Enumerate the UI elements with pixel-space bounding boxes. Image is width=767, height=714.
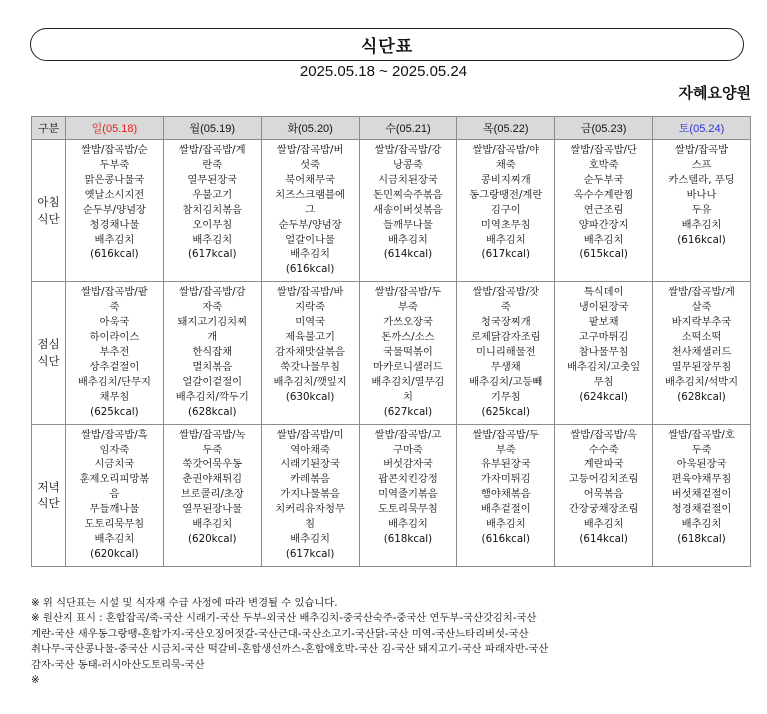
menu-item: 하이라이스	[89, 331, 140, 344]
menu-item: 침	[305, 518, 316, 531]
menu-item: 유부된장국	[480, 458, 531, 471]
menu-item: 부죽	[495, 443, 516, 456]
meal-label-lunch	[32, 282, 66, 424]
menu-item: 채무침	[99, 390, 130, 403]
menu-item: 동그랑땡전/계란	[469, 188, 543, 201]
page-title: 식단표	[360, 37, 414, 57]
menu-item: 쌀밥/잡곡밥/바	[276, 286, 344, 299]
menu-item: 낭콩죽	[393, 158, 423, 171]
menu-item: (617kcal)	[188, 248, 237, 261]
meal-label-line: 식단	[37, 353, 60, 368]
menu-item: (628kcal)	[188, 405, 237, 418]
menu-item: 제육불고기	[285, 331, 335, 344]
menu-item: 청경채겉절이	[671, 503, 732, 516]
meal-body	[32, 140, 751, 567]
menu-item: 가쓰오장국	[383, 316, 433, 329]
menu-item: 시래기된장국	[280, 458, 340, 471]
menu-item: 열무된장나물	[182, 503, 243, 516]
notes	[31, 596, 751, 689]
menu-item: 배추김치	[583, 518, 624, 531]
menu-cell-dinner-wed	[359, 424, 457, 566]
menu-item: 바나나	[686, 188, 717, 201]
menu-item: 배추김치	[388, 518, 428, 531]
menu-item: 쌀밥/잡곡밥/옥	[570, 428, 637, 441]
menu-item: (616kcal)	[90, 248, 139, 261]
menu-item: 배추김치	[681, 218, 722, 231]
menu-item: 음	[109, 488, 120, 501]
menu-item: 배추김치/단무지	[77, 375, 151, 388]
menu-cell-lunch-fri	[555, 282, 653, 424]
menu-item: 참치김치볶음	[182, 203, 243, 216]
menu-item: 도토리묵무침	[84, 518, 145, 531]
menu-item: 배추김치/석박지	[664, 375, 739, 388]
menu-item: 무생채	[490, 360, 521, 373]
menu-item: 배추김치/고등빼	[469, 375, 543, 388]
menu-item: (625kcal)	[90, 405, 139, 418]
menu-item: 배추김치	[290, 533, 330, 546]
menu-item: 소떡소떡	[681, 331, 722, 344]
menu-item: 한식잡채	[192, 345, 233, 358]
menu-item: (618kcal)	[383, 533, 433, 546]
note-line: 감자-국산 동태-러시아산도토리묵-국산	[31, 658, 205, 671]
header-day-tue: 화(05.20)	[261, 117, 359, 140]
menu-item: 냉이된장국	[578, 301, 629, 314]
menu-item: 섯죽	[300, 158, 321, 171]
menu-item: 카스텔라, 푸딩	[668, 173, 735, 186]
menu-cell-breakfast-thu	[457, 140, 555, 282]
menu-item: 쌀밥/잡곡밥/호	[668, 428, 735, 441]
menu-item: 쌀밥/잡곡밥/잣	[472, 286, 540, 299]
facility-name: 자혜요양원	[678, 84, 751, 102]
menu-item: 마카로니샐러드	[373, 360, 443, 373]
menu-item: 호박죽	[588, 158, 619, 171]
menu-item: (625kcal)	[481, 405, 531, 418]
menu-item: 기무침	[490, 390, 521, 403]
menu-item: 배추겉절이	[480, 503, 531, 516]
menu-item: 들깨무나물	[383, 218, 433, 231]
menu-item: 그	[305, 203, 316, 216]
menu-item: 옥수수계란찜	[573, 188, 634, 201]
menu-item: (620kcal)	[188, 533, 237, 546]
menu-item: 고구마튀김	[578, 331, 629, 344]
menu-item: 배추김치/고춧잎	[567, 360, 641, 373]
menu-item: 쌀밥/잡곡밥	[674, 144, 729, 156]
note-line: ※ 원산지 표시 : 혼합잡곡/죽-국산 시래기-국산 두부-외국산 배추김치-중국산숙주-중국산 연두부-국산갓김치-국산	[31, 612, 537, 625]
menu-cell-lunch-tue	[261, 282, 359, 424]
menu-item: 배추김치	[192, 233, 233, 246]
menu-item: (620kcal)	[90, 547, 139, 560]
menu-item: 천사채샐러드	[671, 345, 732, 358]
menu-item: 란죽	[202, 158, 223, 171]
menu-item: 참나물무침	[578, 345, 629, 358]
header-day-thu: 목(05.22)	[457, 117, 555, 140]
header-day-sat: 토(05.24)	[653, 117, 751, 140]
menu-item: 쌀밥/잡곡밥/팥	[81, 286, 148, 299]
menu-item: (615kcal)	[579, 248, 628, 261]
meal-row-lunch	[32, 282, 751, 424]
menu-item: 배추김치	[192, 518, 233, 531]
menu-item: 구마죽	[393, 443, 423, 456]
menu-item: 시금치된장국	[378, 173, 438, 186]
menu-item: 카레볶음	[290, 473, 330, 486]
menu-item: 쌀밥/잡곡밥/계	[178, 144, 246, 156]
menu-item: 쌀밥/잡곡밥/두	[472, 428, 540, 441]
meal-label-line: 식단	[37, 211, 60, 226]
menu-item: 쌀밥/잡곡밥/강	[374, 144, 442, 156]
menu-item: (618kcal)	[677, 533, 726, 546]
menu-item: 부추전	[99, 345, 130, 358]
menu-item: 살죽	[691, 301, 712, 314]
menu-item: 무침	[593, 375, 614, 388]
menu-item: 배추김치/깻잎지	[273, 375, 347, 388]
menu-item: (617kcal)	[481, 248, 531, 261]
menu-cell-breakfast-tue	[261, 140, 359, 282]
note-line: ※ 위 식단표는 시설 및 식자재 수급 사정에 따라 변경될 수 있습니다.	[31, 597, 338, 609]
menu-item: 우불고기	[192, 188, 233, 201]
menu-item: 멸치볶음	[192, 360, 233, 373]
menu-item: (617kcal)	[285, 547, 335, 560]
menu-cell-dinner-sat	[653, 424, 751, 566]
menu-cell-breakfast-sat	[653, 140, 751, 282]
menu-item: 훈제오리피망볶	[79, 473, 150, 486]
meal-table	[31, 116, 751, 567]
menu-item: 바지락부추국	[671, 316, 732, 329]
note-line: 계란-국산 새우동그랑땡-혼합가지-국산오징어젓갈-국산근대-국산소고기-국산닭-국산 미역-국산느타리버섯-국산	[31, 627, 529, 640]
menu-item: 국물떡볶이	[383, 345, 433, 358]
menu-item: (627kcal)	[383, 405, 433, 418]
menu-item: 쌀밥/잡곡밥/단	[570, 144, 637, 156]
header-category: 구분	[32, 117, 66, 140]
menu-item: 버섯채겉절이	[671, 488, 732, 501]
menu-item: 쌀밥/잡곡밥/고	[374, 428, 442, 441]
menu-item: (628kcal)	[677, 390, 726, 403]
meal-label-line: 아침	[37, 194, 60, 209]
menu-item: 간장궁채장조림	[568, 503, 639, 516]
menu-item: 어묵볶음	[583, 488, 624, 501]
menu-item: 배추김치	[388, 233, 428, 246]
menu-cell-lunch-wed	[359, 282, 457, 424]
menu-item: 두죽	[691, 443, 712, 456]
menu-cell-breakfast-mon	[163, 140, 261, 282]
menu-item: 특식데이	[583, 286, 624, 299]
menu-item: 쌀밥/잡곡밥/게	[668, 286, 735, 299]
menu-item: 얼갈이나물	[285, 233, 335, 246]
menu-item: (616kcal)	[285, 263, 335, 276]
menu-item: 브로콜리/초장	[180, 488, 244, 501]
meal-label-line: 저녁	[37, 479, 60, 494]
menu-item: 돼지고기김치찌	[177, 316, 248, 329]
menu-item: 역아채죽	[290, 443, 330, 456]
menu-item: 열무된장국	[187, 173, 238, 186]
menu-item: 도토리묵무침	[378, 503, 438, 516]
date-range: 2025.05.18 ~ 2025.05.24	[299, 63, 468, 80]
menu-cell-breakfast-wed	[359, 140, 457, 282]
menu-item: (624kcal)	[579, 390, 628, 403]
menu-item: (614kcal)	[579, 533, 628, 546]
menu-item: 배추김치/열무김	[371, 375, 445, 388]
menu-item: 쑥갓나물무침	[280, 360, 340, 373]
menu-item: 돈민찌숙주볶음	[373, 188, 443, 201]
menu-item: 쑥갓어묵우동	[182, 458, 243, 471]
menu-item: 팝콘치킨강정	[378, 473, 438, 486]
menu-item: 순두부/양념장	[82, 203, 146, 216]
header-day-sun: 일(05.18)	[66, 117, 164, 140]
menu-item: 청경채나물	[89, 218, 140, 231]
menu-item: 자죽	[202, 301, 223, 314]
title-box	[30, 28, 744, 61]
menu-item: 편육야채무침	[671, 473, 732, 486]
menu-item: 순두부/양념장	[278, 218, 342, 231]
menu-item: 북어채무국	[285, 173, 335, 186]
menu-item: 배추김치	[681, 518, 722, 531]
note-line: 취나무-국산콩나물-중국산 시금치-국산 떡갈비-혼합생선까스-혼합애호박-국산 김-국산 돼지고기-국산 파래자반-국산	[31, 643, 549, 656]
menu-item: 가자미튀김	[480, 473, 531, 486]
menu-item: 쌀밥/잡곡밥/버	[276, 144, 344, 156]
menu-item: 고등어김치조림	[568, 473, 639, 486]
menu-cell-dinner-tue	[261, 424, 359, 566]
menu-item: (630kcal)	[285, 390, 335, 403]
menu-item: 팥보채	[588, 316, 619, 329]
menu-item: 맑은콩나물국	[84, 173, 145, 186]
menu-item: 쌀밥/잡곡밥/순	[81, 144, 148, 156]
menu-item: 배추김치	[485, 233, 526, 246]
menu-item: 미역국	[295, 316, 326, 329]
menu-cell-lunch-mon	[163, 282, 261, 424]
menu-item: 두유	[691, 203, 712, 216]
menu-item: 치즈스크램블에	[275, 188, 345, 201]
menu-cell-dinner-sun	[66, 424, 164, 566]
menu-item: 양파간장지	[578, 218, 629, 231]
menu-item: 임자죽	[99, 443, 130, 456]
header-day-mon: 월(05.19)	[163, 117, 261, 140]
menu-item: 얼갈이겉절이	[182, 375, 243, 388]
menu-item: 배추김치	[94, 233, 135, 246]
menu-item: (616kcal)	[481, 533, 531, 546]
menu-item: 부죽	[398, 301, 418, 314]
menu-item: 오이무침	[192, 218, 233, 231]
menu-item: 김구이	[490, 203, 521, 216]
menu-item: 시금치국	[94, 458, 135, 471]
menu-item: 버섯감자국	[383, 458, 433, 471]
menu-item: 죽	[109, 301, 120, 314]
menu-item: 쌀밥/잡곡밥/두	[374, 286, 442, 299]
menu-item: (616kcal)	[677, 233, 726, 246]
menu-item: 채죽	[495, 158, 516, 171]
menu-item: 미역초무침	[480, 218, 531, 231]
menu-item: 청국장찌개	[480, 316, 531, 329]
menu-item: 스프	[691, 158, 712, 171]
menu-item: 두부죽	[99, 158, 130, 171]
meal-row-breakfast	[32, 140, 751, 282]
menu-item: 지락죽	[295, 301, 326, 314]
menu-item: 옛날소시지전	[84, 188, 145, 201]
menu-item: 돈까스/소스	[381, 331, 435, 344]
menu-item: 계란파국	[583, 458, 624, 471]
menu-cell-breakfast-sun	[66, 140, 164, 282]
menu-cell-breakfast-fri	[555, 140, 653, 282]
menu-item: 치	[402, 390, 413, 403]
menu-item: 가지나물볶음	[280, 488, 340, 501]
note-line: ※	[31, 674, 40, 687]
meal-label-line: 식단	[37, 496, 60, 511]
menu-item: 아욱국	[99, 316, 130, 329]
menu-item: 연근조림	[583, 203, 624, 216]
menu-item: 순두부국	[583, 173, 624, 186]
meal-label-breakfast	[32, 140, 66, 282]
menu-item: 감자채맛살볶음	[275, 345, 345, 358]
menu-item: 아욱된장국	[676, 458, 727, 471]
menu-item: 쌀밥/잡곡밥/흑	[81, 428, 148, 441]
menu-item: 춘권야채튀김	[182, 473, 243, 486]
header-day-fri: 금(05.23)	[555, 117, 653, 140]
menu-item: 치커리유자청무	[275, 503, 345, 516]
header-day-wed: 수(05.21)	[359, 117, 457, 140]
menu-cell-lunch-sat	[653, 282, 751, 424]
menu-item: 배추김치/깍두기	[175, 390, 249, 403]
menu-item: 수수죽	[588, 443, 619, 456]
menu-item: 쌀밥/잡곡밥/야	[472, 144, 540, 156]
meal-label-dinner	[32, 424, 66, 566]
menu-item: (614kcal)	[383, 248, 433, 261]
menu-item: 미니리해물전	[475, 345, 536, 358]
menu-item: 쌀밥/잡곡밥/녹	[178, 428, 246, 441]
meal-label-line: 점심	[37, 337, 60, 352]
menu-item: 무들깨나물	[89, 503, 140, 516]
menu-cell-dinner-thu	[457, 424, 555, 566]
menu-item: 열무된장무침	[671, 360, 732, 373]
menu-item: 쌀밥/잡곡밥/미	[276, 428, 344, 441]
menu-item: 새송이버섯볶음	[373, 203, 443, 216]
menu-item: 상추겉절이	[89, 360, 140, 373]
menu-item: 배추김치	[583, 233, 624, 246]
menu-item: 쌀밥/잡곡밥/감	[178, 286, 246, 299]
menu-item: 배추김치	[94, 533, 135, 546]
menu-item: 로제닭감자조림	[470, 331, 541, 344]
menu-item: 개	[207, 331, 218, 344]
header-row	[32, 117, 751, 140]
meal-row-dinner	[32, 424, 751, 566]
menu-item: 배추김치	[485, 518, 526, 531]
menu-cell-lunch-thu	[457, 282, 555, 424]
menu-item: 배추김치	[290, 248, 330, 261]
menu-cell-dinner-mon	[163, 424, 261, 566]
menu-item: 햄야채볶음	[480, 488, 531, 501]
menu-cell-lunch-sun	[66, 282, 164, 424]
menu-item: 죽	[500, 301, 511, 314]
menu-cell-dinner-fri	[555, 424, 653, 566]
menu-item: 콩비지찌개	[480, 173, 531, 186]
menu-item: 두죽	[202, 443, 223, 456]
menu-item: 미역줄기볶음	[378, 488, 438, 501]
